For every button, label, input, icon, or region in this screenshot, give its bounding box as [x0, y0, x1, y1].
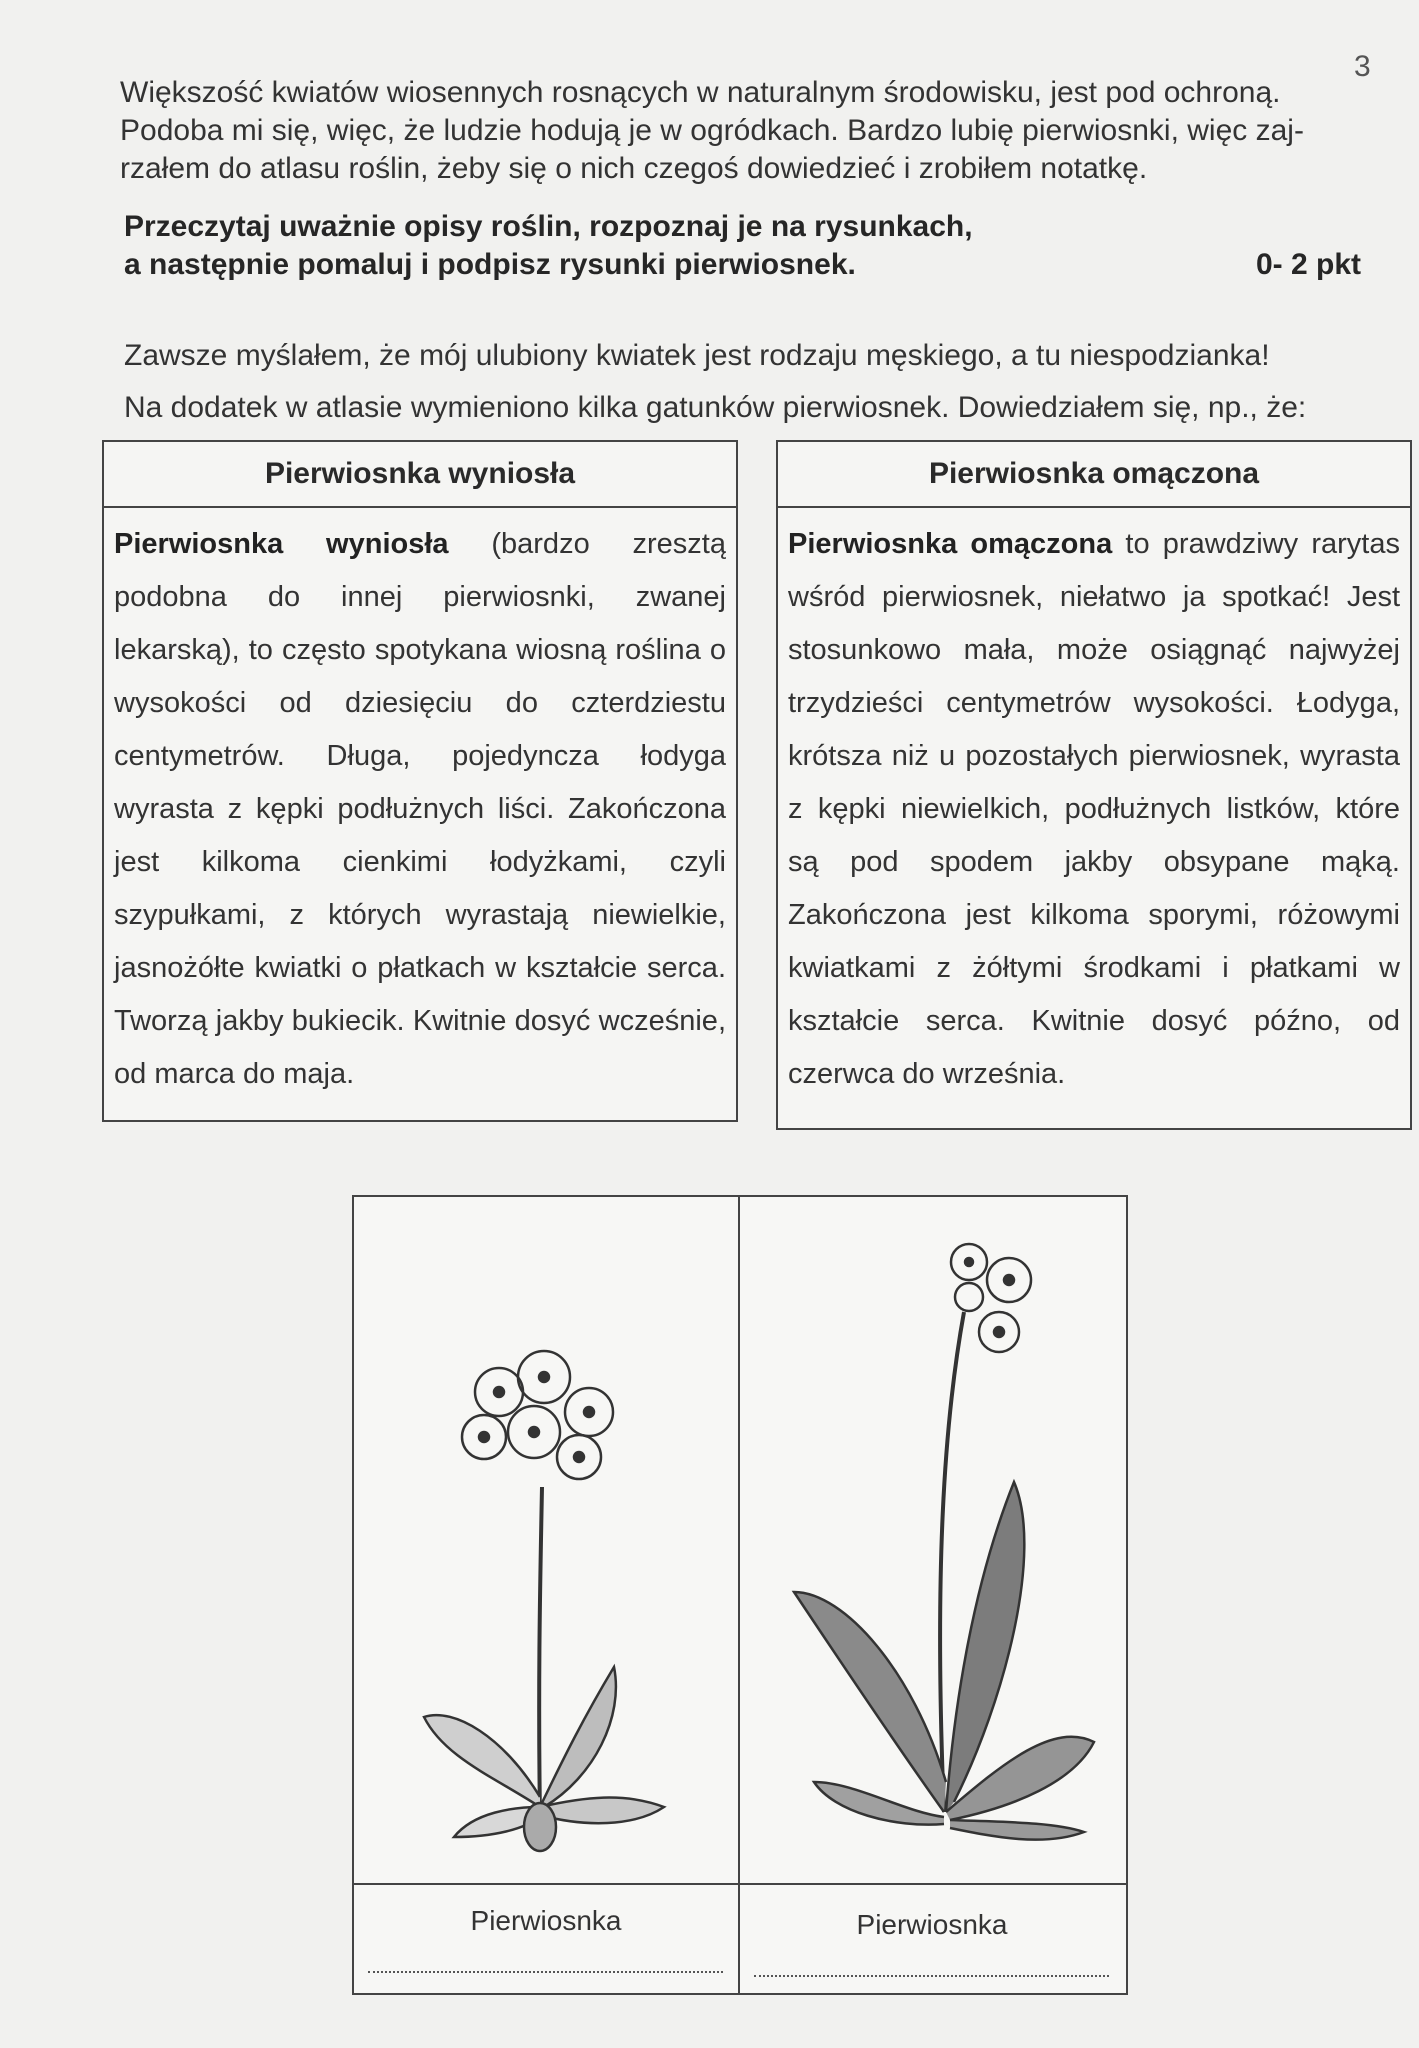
intro-line: Podoba mi się, więc, że ludzie hodują je w ogródkach. Bardzo lubię pierwiosnki, więc zaj-	[120, 114, 1304, 147]
box-title: Pierwiosnka omączona	[778, 442, 1410, 508]
divider	[354, 1883, 1126, 1885]
box-description: (bardzo zresztą podobna do innej pierwiosnki, zwanej lekarską), to często spotykana wiosną roślina o wysokości od dziesięciu do czterdziestu centymetrów. Długa, pojedyncza łodyga wyrasta z kępki podłużnych liści. Zakończona jest kilkoma cienkimi łodyżkami, czyli szypułkami, z których wyrastają niewielkie, jasnożółte kwiatki o płatkach w kształcie serca. Tworzą jakby bukiecik. Kwitnie dosyć wcześnie, od marca do maja.	[114, 528, 726, 1090]
box-bold-lead: Pierwiosnka omączona	[788, 528, 1113, 560]
paragraph-line: Zawsze myślałem, że mój ulubiony kwiatek jest rodzaju męskiego, a tu niespodzianka!	[124, 339, 1270, 372]
box-text	[104, 508, 736, 1101]
points-label: 0- 2 pkt	[1256, 248, 1362, 281]
intro-line: rzałem do atlasu roślin, żeby się o nich czegoś dowiedzieć i zrobiłem notatkę.	[120, 152, 1148, 185]
primrose-drawing-icon	[414, 1337, 674, 1867]
box-title: Pierwiosnka wyniosła	[104, 442, 736, 508]
instruction-line: Przeczytaj uważnie opisy roślin, rozpoznaj je na rysunkach,	[124, 210, 973, 243]
paragraph-line: Na dodatek w atlasie wymieniono kilka gatunków pierwiosnek. Dowiedziałem się, np., że:	[124, 391, 1307, 424]
answer-line-right[interactable]	[754, 1975, 1109, 1977]
caption-right: Pierwiosnka	[856, 1909, 1008, 1940]
divider	[738, 1197, 740, 1995]
primrose-drawing-icon	[774, 1222, 1114, 1862]
box-description: to prawdziwy rarytas wśród pierwiosnek, niełatwo ja spotkać! Jest stosunkowo mała, może osiągnąć najwyżej trzydzieści centymetrów wysokości. Łodyga, krótsza niż u pozostałych pierwiosnek, wyrasta z kępki niewielkich, podłużnych listków, które są pod spodem jakby obsypane mąką. Zakończona jest kilkoma sporymi, różowymi kwiatkami z żółtymi środkami i płatkami w kształcie serca. Kwitnie dosyć późno, od czerwca do września.	[788, 528, 1400, 1090]
answer-line-left[interactable]	[368, 1971, 723, 1973]
intro-line: Większość kwiatów wiosennych rosnących w naturalnym środowisku, jest pod ochroną.	[120, 76, 1281, 109]
task-instruction	[124, 208, 1374, 284]
caption-left: Pierwiosnka	[470, 1905, 622, 1936]
description-box-right	[776, 440, 1412, 1130]
narrative-paragraph	[124, 330, 1374, 434]
box-bold-lead: Pierwiosnka wyniosła	[114, 528, 449, 560]
page-number: 3	[1354, 50, 1371, 83]
description-box-left	[102, 440, 738, 1122]
instruction-line: a następnie pomaluj i podpisz rysunki pierwiosnek.	[124, 248, 856, 281]
box-text	[778, 508, 1410, 1101]
plant-figure	[352, 1195, 1128, 1995]
intro-text	[120, 74, 1370, 188]
